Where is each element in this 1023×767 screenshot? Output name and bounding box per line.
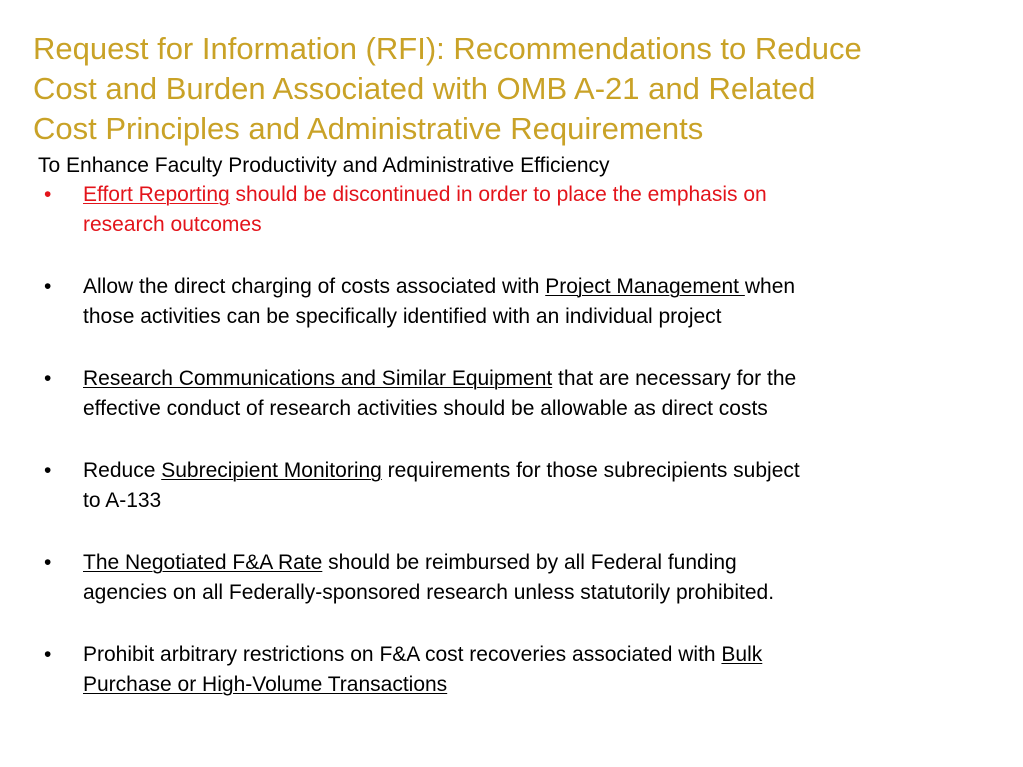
- bullet-line: [83, 180, 964, 210]
- bullet-research-communications: [44, 364, 964, 423]
- bullet-bulk-purchase: [44, 640, 964, 699]
- bullet-icon: •: [44, 643, 52, 666]
- bullet-line: to A-133: [83, 488, 162, 512]
- underlined-term: Research Communications and Similar Equipment: [83, 367, 553, 390]
- bullet-line: research outcomes: [83, 212, 262, 236]
- bullet-text: Reduce: [83, 459, 162, 482]
- bullet-line: [83, 548, 964, 578]
- bullet-line: [83, 364, 964, 394]
- bullet-icon: •: [44, 551, 52, 574]
- bullet-line: agencies on all Federally-sponsored research unless statutorily prohibited.: [83, 580, 775, 604]
- bullet-text: requirements for those subrecipients subject: [381, 459, 800, 482]
- bullet-icon: •: [44, 459, 52, 482]
- bullet-text: that are necessary for the: [552, 367, 797, 390]
- slide-title: [33, 29, 1008, 149]
- bullet-line: [83, 272, 964, 302]
- underlined-term: Effort Reporting: [83, 183, 230, 206]
- bullet-text: should be reimbursed by all Federal funding: [322, 551, 737, 574]
- underlined-term: Project Management: [545, 275, 745, 298]
- bullet-text: Prohibit arbitrary restrictions on F&A cost recoveries associated with: [83, 643, 722, 666]
- bullet-text: Allow the direct charging of costs associated with: [83, 275, 546, 298]
- underlined-term: The Negotiated F&A Rate: [83, 551, 323, 574]
- underlined-term: Subrecipient Monitoring: [161, 459, 382, 482]
- underlined-term: Purchase or High-Volume Transactions: [83, 672, 448, 696]
- bullet-effort-reporting: [44, 180, 964, 239]
- bullet-text: should be discontinued in order to place the emphasis on: [229, 183, 767, 206]
- bullet-line: [83, 670, 964, 700]
- bullet-list: [44, 180, 964, 699]
- bullet-line: [83, 456, 964, 486]
- slide-subtitle: To Enhance Faculty Productivity and Administrative Efficiency: [38, 154, 610, 177]
- bullet-line: effective conduct of research activities should be allowable as direct costs: [83, 396, 768, 420]
- title-line: Request for Information (RFI): Recommendations to Reduce: [33, 31, 862, 66]
- bullet-text: when: [744, 275, 796, 298]
- bullet-icon: •: [44, 367, 52, 390]
- bullet-line: [83, 640, 964, 670]
- underlined-term: Bulk: [721, 643, 763, 666]
- bullet-project-management: [44, 272, 964, 331]
- bullet-icon: •: [44, 275, 52, 298]
- bullet-line: those activities can be specifically identified with an individual project: [83, 304, 722, 328]
- title-line: Cost Principles and Administrative Requirements: [33, 111, 704, 146]
- title-line: Cost and Burden Associated with OMB A-21 and Related: [33, 71, 816, 106]
- bullet-negotiated-fa-rate: [44, 548, 964, 607]
- bullet-subrecipient-monitoring: [44, 456, 964, 515]
- bullet-icon: •: [44, 183, 52, 206]
